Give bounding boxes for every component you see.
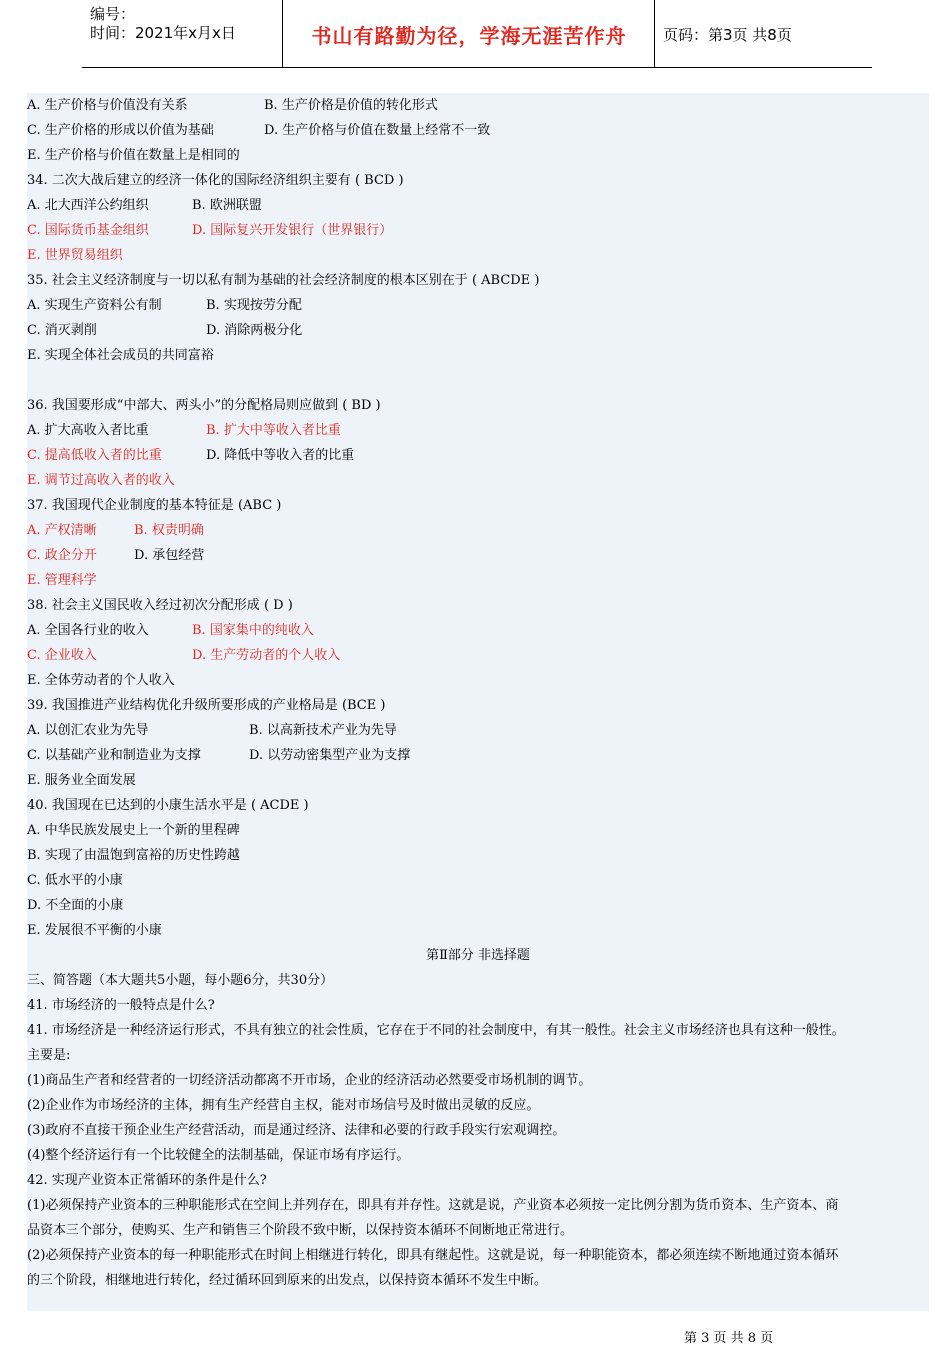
answer-text: (2)必须保持产业资本的每一种职能形式在时间上相继进行转化，即具有继起性。这就是说，每一种职能资本，都必须连续不断地通过资本循环 bbox=[27, 1248, 839, 1263]
option-a: A. 扩大高收入者比重 bbox=[27, 423, 149, 438]
option-c: C. 生产价格的形成以价值为基础 bbox=[27, 123, 214, 138]
option-line bbox=[27, 523, 204, 539]
option-c: C. 企业收入 bbox=[27, 648, 97, 663]
question-36: 36. 我国要形成“中部大、两头小”的分配格局则应做到 ( BD ) bbox=[27, 398, 381, 413]
option-a: A. 全国各行业的收入 bbox=[27, 623, 149, 638]
option-line: E. 发展很不平衡的小康 bbox=[27, 923, 162, 938]
option-a: A. 实现生产资料公有制 bbox=[27, 298, 162, 313]
option-line: D. 不全面的小康 bbox=[27, 898, 124, 913]
question-41: 41. 市场经济的一般特点是什么? bbox=[27, 998, 215, 1013]
option-b: B. 实现按劳分配 bbox=[206, 298, 302, 313]
question-40: 40. 我国现在已达到的小康生活水平是 ( ACDE ) bbox=[27, 798, 309, 813]
answer-text: 41. 市场经济是一种经济运行形式，不具有独立的社会性质，它存在于不同的社会制度中，有其一般性。社会主义市场经济也具有这种一般性。 bbox=[27, 1023, 845, 1038]
option-line: B. 实现了由温饱到富裕的历史性跨越 bbox=[27, 848, 240, 863]
option-d: D. 承包经营 bbox=[134, 548, 205, 563]
option-c: C. 消灭剥削 bbox=[27, 323, 97, 338]
option-line: E. 生产价格与价值在数量上是相同的 bbox=[27, 148, 240, 163]
option-line bbox=[27, 623, 314, 639]
option-line bbox=[27, 323, 303, 339]
option-d: D. 国际复兴开发银行（世界银行） bbox=[192, 223, 393, 238]
section-title: 第Ⅱ部分 非选择题 bbox=[426, 948, 530, 963]
option-line bbox=[27, 648, 341, 664]
question-42: 42. 实现产业资本正常循环的条件是什么? bbox=[27, 1173, 267, 1188]
question-39: 39. 我国推进产业结构优化升级所要形成的产业格局是 (BCE ) bbox=[27, 698, 386, 713]
option-c: C. 以基础产业和制造业为支撑 bbox=[27, 748, 201, 763]
option-line bbox=[27, 198, 262, 214]
answer-text: (1)必须保持产业资本的三种职能形式在空间上并列存在，即具有并存性。这就是说，产业资本必须按一定比例分割为货币资本、生产资本、商 bbox=[27, 1198, 839, 1213]
header-center-cell bbox=[282, 0, 655, 67]
header-page-info: 页码：第3页 共8页 bbox=[663, 26, 792, 44]
document-body bbox=[27, 93, 929, 1311]
option-line bbox=[27, 423, 341, 439]
option-line bbox=[27, 98, 438, 114]
page-header bbox=[82, 0, 872, 68]
section-heading: 三、简答题（本大题共5小题，每小题6分，共30分） bbox=[27, 973, 334, 988]
answer-text: 的三个阶段，相继地进行转化，经过循环回到原来的出发点，以保持资本循环不发生中断。 bbox=[27, 1273, 548, 1288]
option-b: B. 欧洲联盟 bbox=[192, 198, 262, 213]
header-motto: 书山有路勤为径，学海无涯苦作舟 bbox=[311, 24, 627, 48]
option-a: A. 生产价格与价值没有关系 bbox=[27, 98, 188, 113]
option-line: E. 实现全体社会成员的共同富裕 bbox=[27, 348, 214, 363]
question-37: 37. 我国现代企业制度的基本特征是 (ABC ) bbox=[27, 498, 282, 513]
option-a: A. 产权清晰 bbox=[27, 523, 97, 538]
option-line bbox=[27, 123, 491, 139]
option-b: B. 权责明确 bbox=[134, 523, 204, 538]
option-line bbox=[27, 448, 355, 464]
answer-text: (3)政府不直接干预企业生产经营活动，而是通过经济、法律和必要的行政手段实行宏观调控。 bbox=[27, 1123, 566, 1138]
option-line: E. 世界贸易组织 bbox=[27, 248, 123, 263]
option-line: E. 全体劳动者的个人收入 bbox=[27, 673, 175, 688]
answer-text: (4)整个经济运行有一个比较健全的法制基础，保证市场有序运行。 bbox=[27, 1148, 410, 1163]
page-footer: 第 3 页 共 8 页 bbox=[684, 1331, 774, 1346]
header-right-cell bbox=[654, 0, 873, 67]
option-line: E. 管理科学 bbox=[27, 573, 97, 588]
option-b: B. 生产价格是价值的转化形式 bbox=[264, 98, 438, 113]
question-35: 35. 社会主义经济制度与一切以私有制为基础的社会经济制度的根本区别在于 ( ABCDE ) bbox=[27, 273, 540, 288]
option-line bbox=[27, 548, 205, 564]
option-d: D. 以劳动密集型产业为支撑 bbox=[249, 748, 411, 763]
option-line bbox=[27, 298, 302, 314]
option-c: C. 提高低收入者的比重 bbox=[27, 448, 162, 463]
option-d: D. 消除两极分化 bbox=[206, 323, 303, 338]
answer-text: (1)商品生产者和经营者的一切经济活动都离不开市场，企业的经济活动必然要受市场机制的调节。 bbox=[27, 1073, 592, 1088]
option-c: C. 国际货币基金组织 bbox=[27, 223, 149, 238]
option-line: E. 服务业全面发展 bbox=[27, 773, 136, 788]
answer-text: 品资本三个部分，使购买、生产和销售三个阶段不致中断，以保持资本循环不间断地正常进行。 bbox=[27, 1223, 574, 1238]
answer-text: (2)企业作为市场经济的主体，拥有生产经营自主权，能对市场信号及时做出灵敏的反应。 bbox=[27, 1098, 540, 1113]
header-left-cell bbox=[82, 0, 282, 67]
option-b: B. 国家集中的纯收入 bbox=[192, 623, 314, 638]
option-d: D. 降低中等收入者的比重 bbox=[206, 448, 355, 463]
option-b: B. 以高新技术产业为先导 bbox=[249, 723, 397, 738]
option-line bbox=[27, 723, 397, 739]
option-c: C. 政企分开 bbox=[27, 548, 97, 563]
question-34: 34. 二次大战后建立的经济一体化的国际经济组织主要有 ( BCD ) bbox=[27, 173, 404, 188]
option-d: D. 生产劳动者的个人收入 bbox=[192, 648, 341, 663]
option-line bbox=[27, 223, 393, 239]
option-line: C. 低水平的小康 bbox=[27, 873, 123, 888]
header-time: 时间：2021年x月x日 bbox=[90, 24, 236, 42]
option-a: A. 以创汇农业为先导 bbox=[27, 723, 149, 738]
option-b: B. 扩大中等收入者比重 bbox=[206, 423, 341, 438]
answer-text: 主要是: bbox=[27, 1048, 71, 1063]
option-line bbox=[27, 748, 411, 764]
header-number: 编号： bbox=[90, 5, 136, 23]
option-d: D. 生产价格与价值在数量上经常不一致 bbox=[264, 123, 491, 138]
option-a: A. 北大西洋公约组织 bbox=[27, 198, 149, 213]
question-38: 38. 社会主义国民收入经过初次分配形成 ( D ) bbox=[27, 598, 293, 613]
option-line: E. 调节过高收入者的收入 bbox=[27, 473, 175, 488]
option-line: A. 中华民族发展史上一个新的里程碑 bbox=[27, 823, 240, 838]
